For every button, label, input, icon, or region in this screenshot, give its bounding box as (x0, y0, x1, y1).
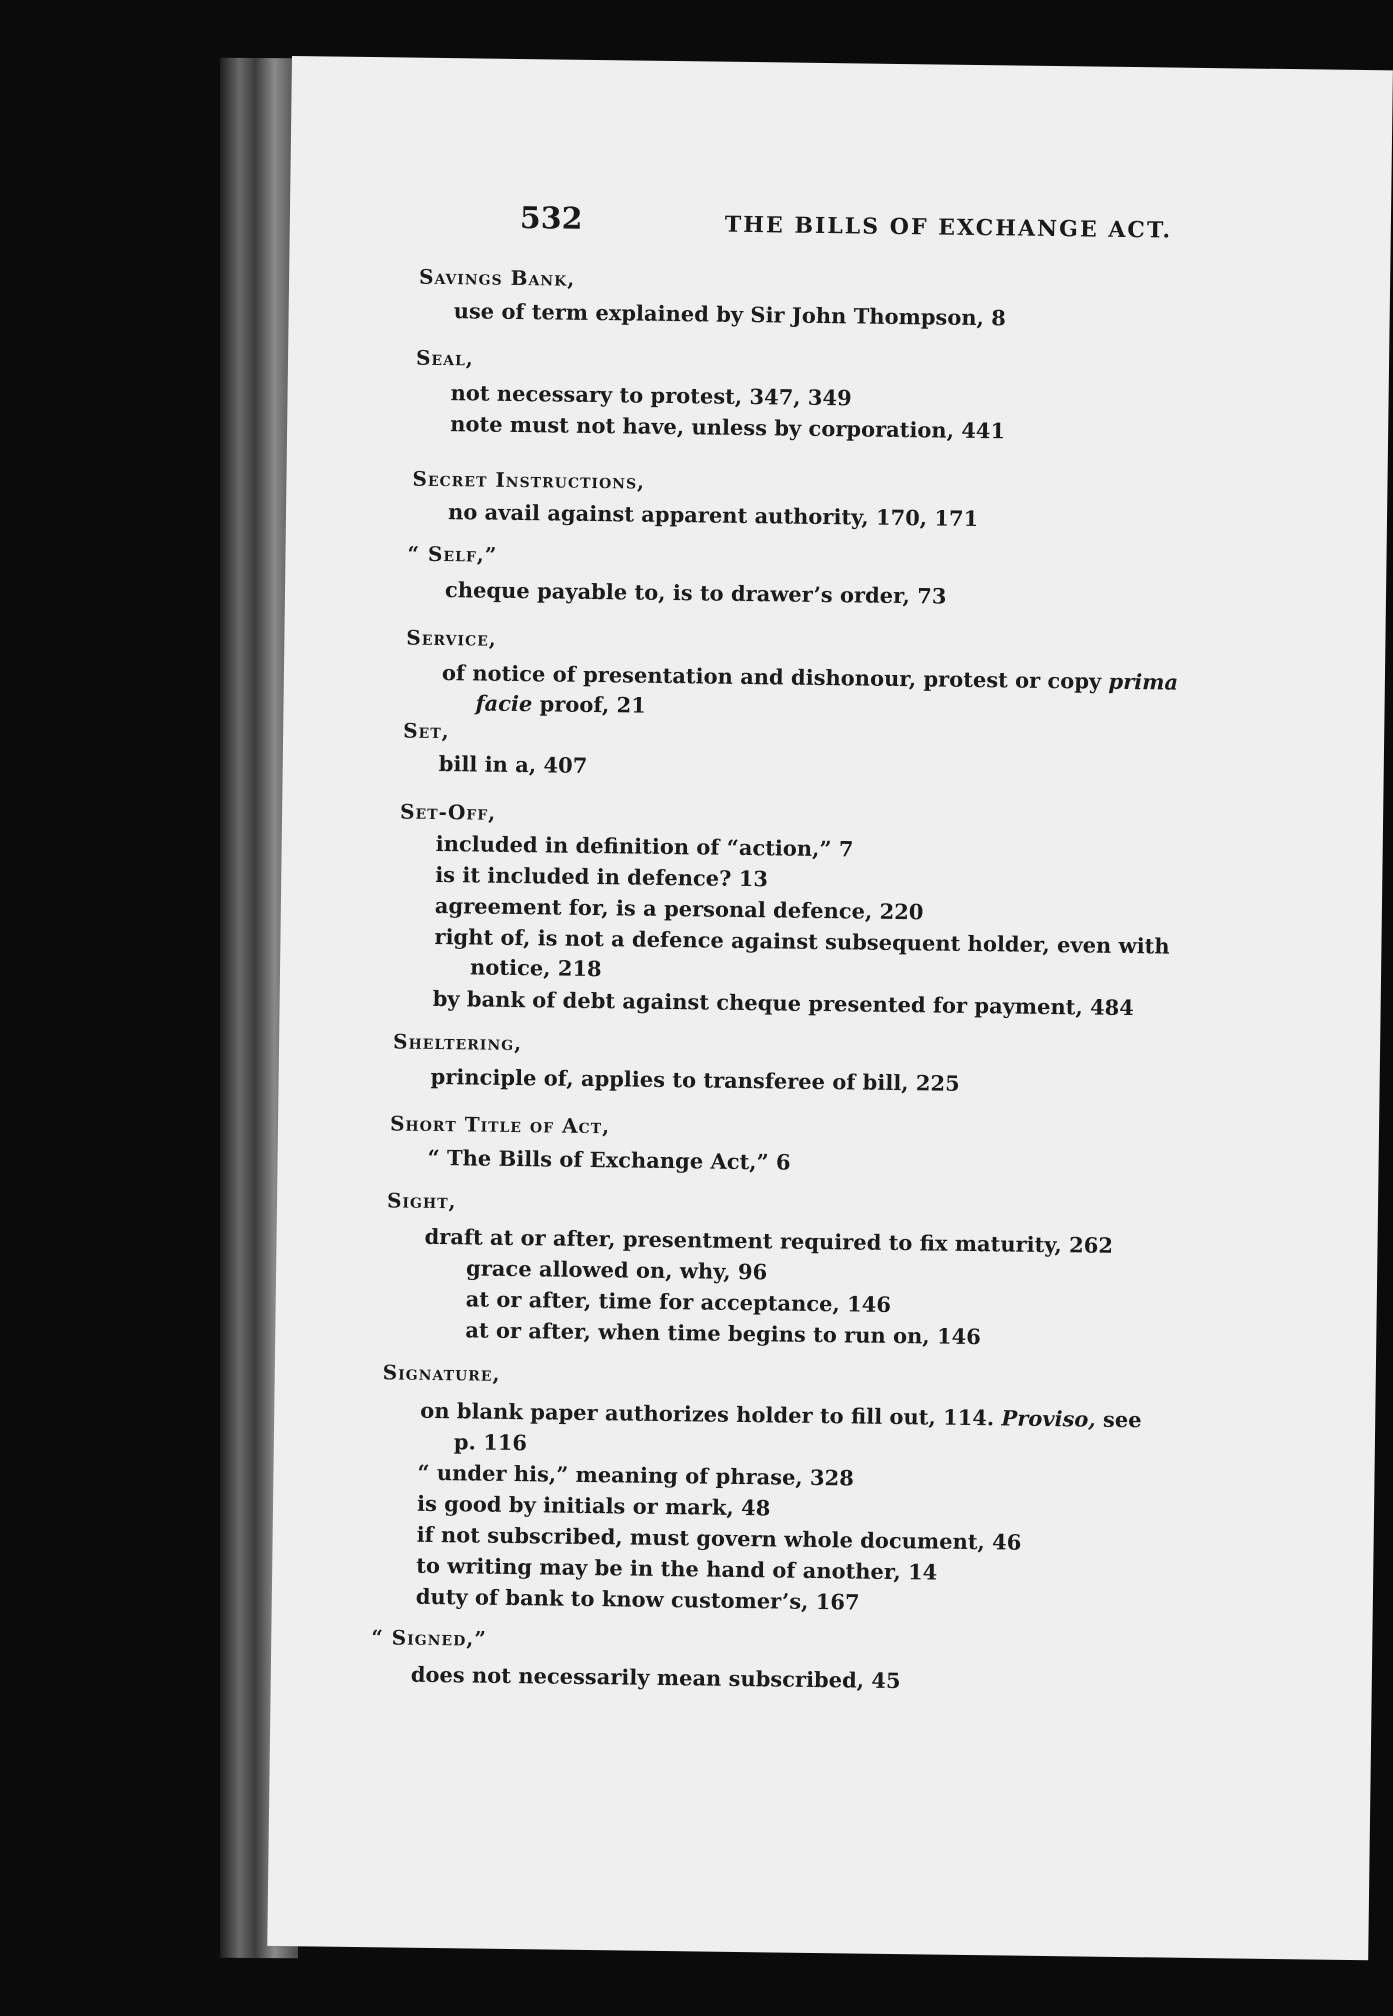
index-line: if not subscribed, must govern whole document, 46 (416, 1521, 1022, 1555)
index-line: does not necessarily mean subscribed, 45 (410, 1661, 901, 1694)
index-heading: Set, (403, 718, 450, 744)
index-line: on blank paper authorizes holder to fill out, 114. Proviso, see (420, 1397, 1142, 1433)
index-line: facie proof, 21 (475, 690, 646, 718)
index-heading: “ Self,” (407, 541, 498, 567)
index-line: no avail against apparent authority, 170, 171 (447, 499, 979, 532)
index-line: of notice of presentation and dishonour, protest or copy prima (441, 660, 1179, 695)
index-line: agreement for, is a personal defence, 220 (434, 892, 924, 925)
index-heading: Service, (406, 625, 497, 651)
index-heading: Signature, (382, 1360, 501, 1386)
index-line: to writing may be in the hand of another, 14 (416, 1552, 938, 1585)
index-heading: Sight, (386, 1188, 457, 1214)
index-line: grace allowed on, why, 96 (465, 1255, 768, 1285)
index-line: “ under his,” meaning of phrase, 328 (417, 1459, 855, 1491)
index-line: cheque payable to, is to drawer’s order, 73 (444, 577, 947, 609)
index-line: principle of, applies to transferee of bill, 225 (430, 1063, 960, 1096)
index-line: not necessary to protest, 347, 349 (450, 380, 852, 411)
index-heading: Seal, (415, 345, 475, 371)
index-line: duty of bank to know customer’s, 167 (415, 1583, 860, 1615)
index-line: use of term explained by Sir John Thompson, 8 (453, 298, 1006, 331)
index-line: by bank of debt against cheque presented for payment, 484 (432, 985, 1135, 1021)
index-line: at or after, time for acceptance, 146 (465, 1286, 892, 1317)
index-heading: Short Title of Act, (389, 1111, 611, 1139)
index-line: “ The Bills of Exchange Act,” 6 (427, 1144, 791, 1175)
page-number: 532 (519, 200, 583, 237)
index-line: notice, 218 (469, 954, 602, 982)
running-head: THE BILLS OF EXCHANGE ACT. (724, 211, 1173, 244)
book-page (267, 56, 1393, 1960)
index-line: note must not have, unless by corporation, 441 (450, 411, 1006, 444)
index-line: at or after, when time begins to run on, 146 (465, 1317, 981, 1350)
index-line: bill in a, 407 (438, 750, 588, 778)
index-heading: Set-Off, (399, 799, 497, 825)
index-heading: Savings Bank, (418, 264, 576, 291)
index-line: is it included in defence? 13 (435, 861, 769, 892)
index-heading: “ Signed,” (371, 1625, 487, 1651)
index-line: right of, is not a defence against subsequent holder, even with (434, 923, 1170, 959)
index-line: is good by initials or mark, 48 (416, 1490, 771, 1521)
index-line: draft at or after, presentment required to fix maturity, 262 (424, 1223, 1114, 1258)
index-heading: Sheltering, (392, 1029, 523, 1056)
index-line: p. 116 (453, 1429, 528, 1456)
index-line: included in definition of “action,” 7 (435, 830, 854, 862)
index-heading: Secret Instructions, (412, 466, 646, 494)
